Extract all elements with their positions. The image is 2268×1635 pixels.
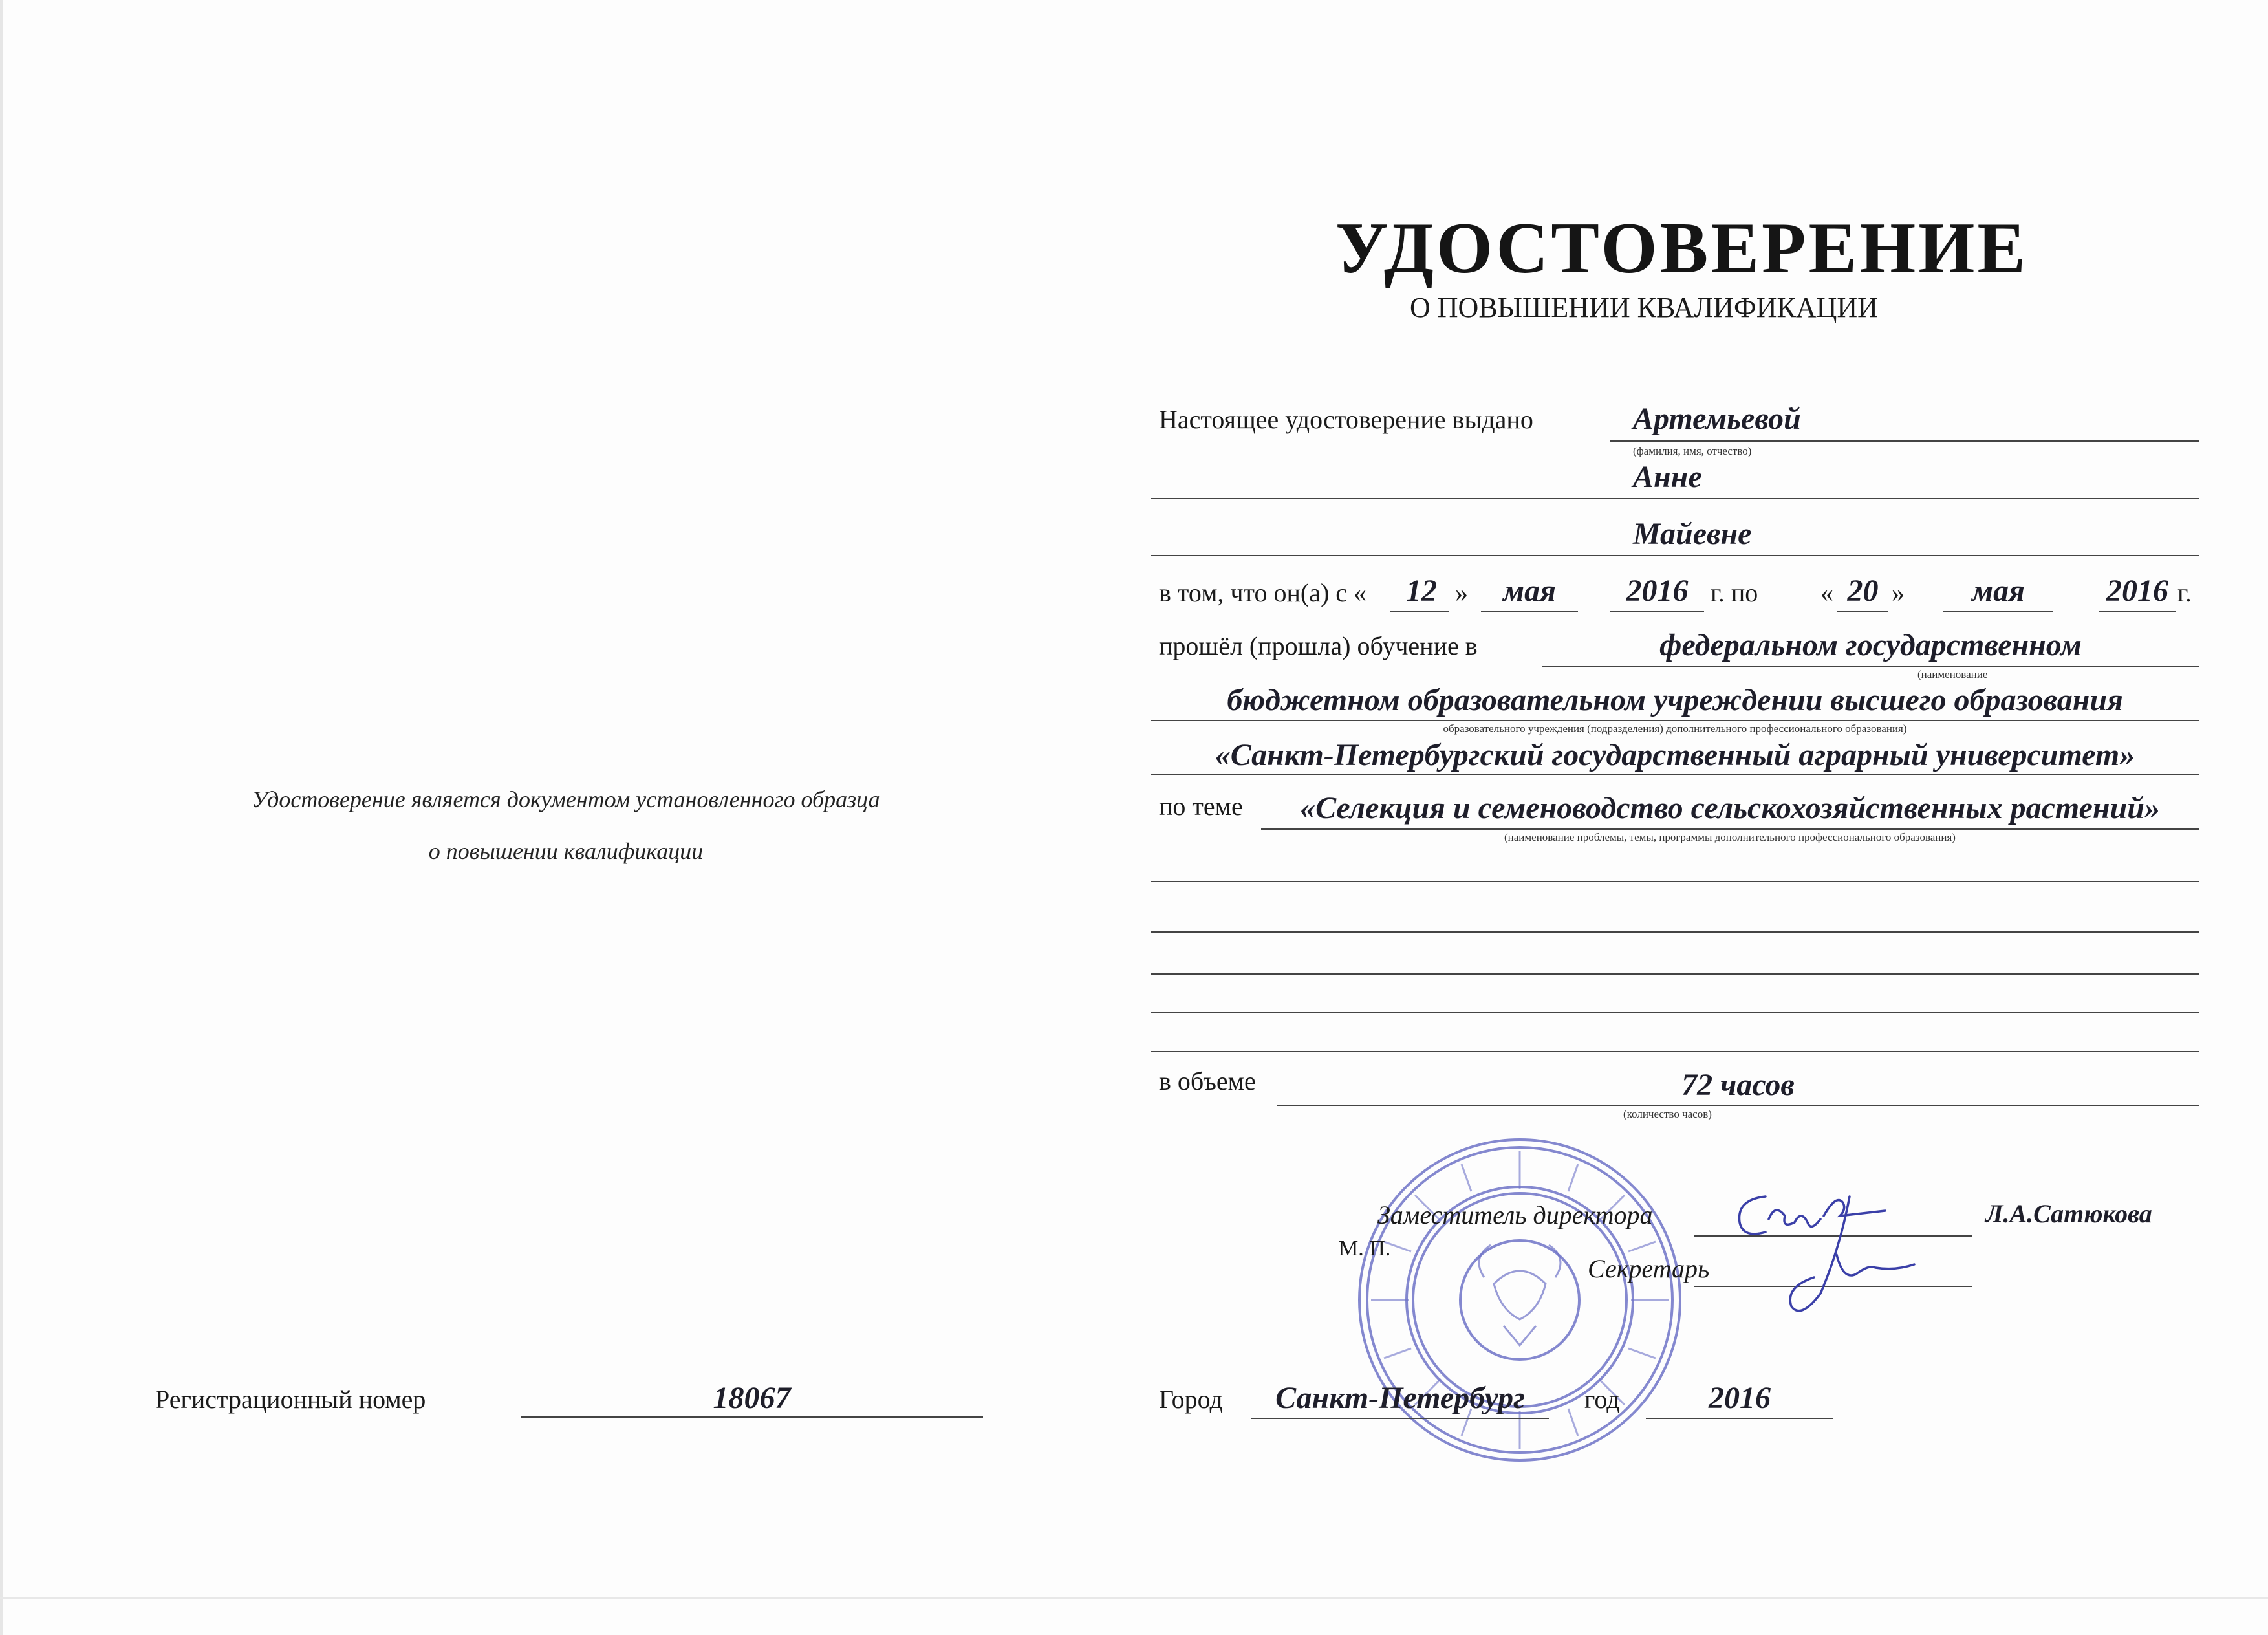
mp-label: М. П. <box>1339 1237 1391 1261</box>
document-subtitle: О ПОВЫШЕНИИ КВАЛИФИКАЦИИ <box>1410 292 1878 323</box>
blank-rule-5 <box>1151 1051 2199 1052</box>
start-month-line <box>1481 611 1578 612</box>
first-name-line <box>1151 498 2199 499</box>
institution-line1: федеральном государственном <box>1659 628 2082 662</box>
end-year: 2016 <box>2106 574 2168 608</box>
left-note-line2: о повышении квалификации <box>428 838 704 864</box>
patronymic-line <box>1151 555 2199 556</box>
year-label: год <box>1584 1385 1620 1414</box>
period-g-end: г. <box>2177 578 2192 607</box>
start-year: 2016 <box>1626 574 1689 608</box>
blank-rule-2 <box>1151 931 2199 933</box>
surname-value: Артемьевой <box>1633 402 1801 436</box>
start-day-line <box>1390 611 1449 612</box>
handwritten-signature <box>1720 1184 1953 1345</box>
volume-hint: (количество часов) <box>1623 1108 1712 1120</box>
scan-edge-left <box>0 0 3 1635</box>
end-month-line <box>1943 611 2053 612</box>
start-month: мая <box>1503 574 1556 608</box>
year-rule <box>1646 1418 1833 1419</box>
deputy-director-label: Заместитель директора <box>1377 1200 1653 1229</box>
city-rule <box>1251 1418 1549 1419</box>
institution-line3-rule <box>1151 774 2199 775</box>
patronymic-value: Майевне <box>1633 517 1752 551</box>
blank-rule-1 <box>1151 881 2199 882</box>
institution-hint1: (наименование <box>1917 668 1988 680</box>
deputy-name: Л.А.Сатюкова <box>1985 1199 2152 1228</box>
end-day-line <box>1837 611 1888 612</box>
institution-line2-rule <box>1151 720 2199 721</box>
blank-rule-4 <box>1151 1012 2199 1013</box>
city-label: Город <box>1159 1385 1223 1414</box>
start-day-quote-close: » <box>1455 578 1468 607</box>
left-note-line1: Удостоверение является документом установленного образца <box>252 786 880 812</box>
scan-edge-bottom <box>0 1597 2268 1599</box>
blank-rule-3 <box>1151 973 2199 975</box>
end-year-line <box>2099 611 2176 612</box>
institution-line1-rule <box>1542 666 2199 667</box>
reg-number-line <box>521 1416 983 1418</box>
issued-label: Настоящее удостоверение выдано <box>1159 405 1533 434</box>
reg-number-label: Регистрационный номер <box>155 1385 426 1414</box>
institution-hint2: образовательного учреждения (подразделения) дополнительного профессионального образования) <box>1443 722 1907 735</box>
volume-value: 72 часов <box>1681 1068 1795 1102</box>
year-value: 2016 <box>1709 1381 1771 1415</box>
period-g-po: г. по <box>1711 578 1758 607</box>
first-name-value: Анне <box>1633 460 1702 494</box>
topic-rule <box>1261 828 2199 830</box>
institution-line3: «Санкт-Петербургский государственный аграрный университет» <box>1215 738 2135 772</box>
period-prefix: в том, что он(а) с « <box>1159 578 1367 607</box>
topic-label: по теме <box>1159 792 1243 821</box>
secretary-label: Секретарь <box>1588 1254 1710 1283</box>
reg-number-value: 18067 <box>713 1381 791 1415</box>
end-day-quote-open: « <box>1820 578 1833 607</box>
institution-label: прошёл (прошла) обучение в <box>1159 631 1478 660</box>
end-day-quote-close: » <box>1892 578 1905 607</box>
end-day: 20 <box>1847 574 1879 608</box>
document-title: УДОСТОВЕРЕНИЕ <box>1335 208 2029 288</box>
topic-value: «Селекция и семеноводство сельскохозяйственных растений» <box>1300 791 2160 825</box>
start-day: 12 <box>1406 574 1437 608</box>
volume-rule <box>1277 1105 2199 1106</box>
fio-hint: (фамилия, имя, отчество) <box>1633 445 1752 457</box>
surname-line <box>1610 440 2199 442</box>
end-month: мая <box>1972 574 2025 608</box>
start-year-line <box>1610 611 1704 612</box>
institution-line2: бюджетном образовательном учреждении высшего образования <box>1227 683 2123 717</box>
volume-label: в объеме <box>1159 1067 1256 1096</box>
city-value: Санкт-Петербург <box>1275 1381 1525 1415</box>
topic-hint: (наименование проблемы, темы, программы дополнительного профессионального образования) <box>1504 831 1956 843</box>
